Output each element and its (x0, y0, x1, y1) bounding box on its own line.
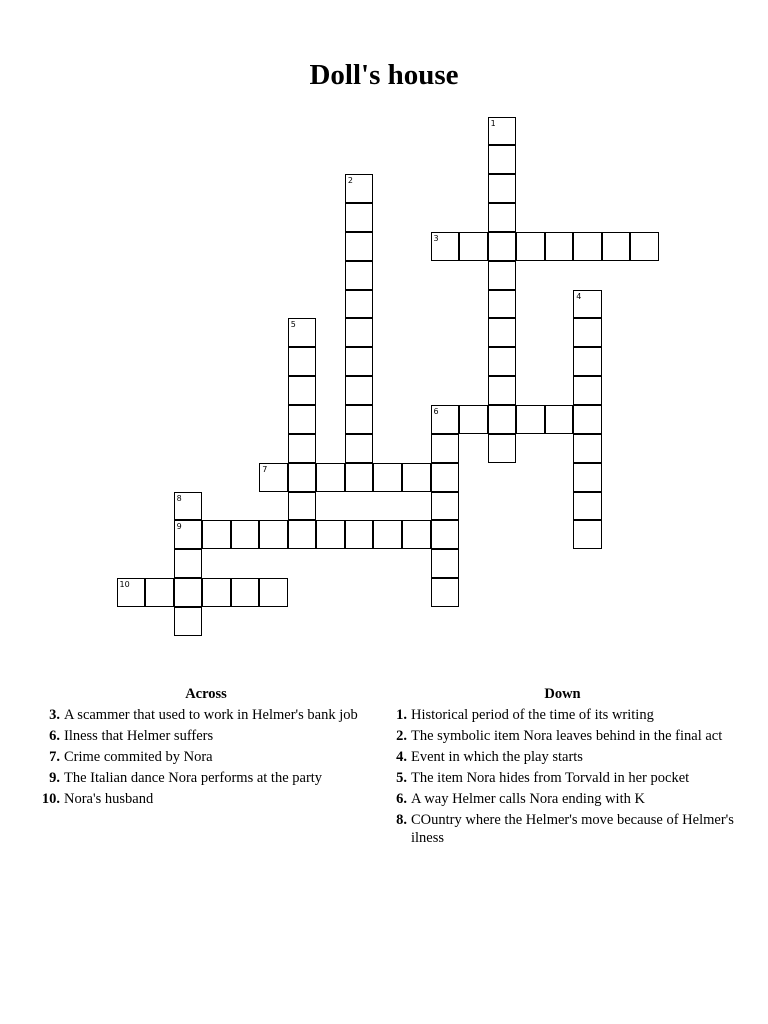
grid-cell[interactable] (174, 607, 203, 636)
clue-number: 6. (396, 791, 407, 807)
grid-cell[interactable] (431, 463, 460, 492)
grid-cell[interactable] (573, 492, 602, 521)
grid-cell[interactable] (402, 520, 431, 549)
grid-cell[interactable] (202, 520, 231, 549)
grid-cell[interactable] (488, 290, 517, 319)
grid-cell[interactable] (573, 376, 602, 405)
grid-cell[interactable] (488, 145, 517, 174)
grid-cell[interactable] (573, 405, 602, 434)
cell-number: 9 (176, 522, 182, 532)
grid-cell[interactable] (345, 232, 374, 261)
grid-cell[interactable] (373, 463, 402, 492)
clue-text: A way Helmer calls Nora ending with K (411, 791, 645, 807)
grid-cell[interactable] (516, 405, 545, 434)
grid-cell[interactable] (345, 261, 374, 290)
grid-cell[interactable] (117, 578, 146, 607)
grid-cell[interactable] (545, 232, 574, 261)
clue-text: Historical period of the time of its writing (411, 707, 654, 723)
cell-number: 4 (576, 291, 582, 301)
grid-cell[interactable] (174, 549, 203, 578)
grid-cell[interactable] (459, 405, 488, 434)
grid-cell[interactable] (316, 463, 345, 492)
clue-text: The item Nora hides from Torvald in her pocket (411, 770, 690, 786)
grid-cell[interactable] (288, 492, 317, 521)
grid-cell[interactable] (288, 347, 317, 376)
grid-cell[interactable] (345, 347, 374, 376)
grid-cell[interactable] (288, 463, 317, 492)
grid-cell[interactable] (345, 376, 374, 405)
grid-cell[interactable] (573, 318, 602, 347)
across-heading: Across (185, 686, 227, 702)
grid-cell[interactable] (231, 520, 260, 549)
grid-cell[interactable] (573, 347, 602, 376)
down-clue-4 (390, 748, 735, 766)
grid-cell[interactable] (174, 578, 203, 607)
cell-number: 2 (347, 176, 353, 186)
grid-cell[interactable] (488, 318, 517, 347)
grid-cell[interactable] (488, 376, 517, 405)
clue-number: 1. (396, 707, 407, 723)
grid-cell[interactable] (288, 376, 317, 405)
grid-cell[interactable] (345, 203, 374, 232)
grid-cell[interactable] (431, 578, 460, 607)
grid-cell[interactable] (573, 434, 602, 463)
grid-cell[interactable] (488, 203, 517, 232)
grid-cell[interactable] (202, 578, 231, 607)
across-clues (40, 684, 372, 811)
grid-cell[interactable] (259, 578, 288, 607)
clue-number: 10. (41, 791, 60, 807)
grid-cell[interactable] (345, 290, 374, 319)
down-clue-6 (390, 790, 735, 808)
grid-cell[interactable] (345, 174, 374, 203)
clue-number: 4. (396, 749, 407, 765)
grid-cell[interactable] (431, 520, 460, 549)
grid-cell[interactable] (488, 117, 517, 146)
grid-cell[interactable] (431, 232, 460, 261)
grid-cell[interactable] (630, 232, 659, 261)
grid-cell[interactable] (288, 434, 317, 463)
across-clue-10 (40, 790, 372, 808)
grid-cell[interactable] (345, 405, 374, 434)
grid-cell[interactable] (602, 232, 631, 261)
grid-cell[interactable] (488, 434, 517, 463)
grid-cell[interactable] (345, 318, 374, 347)
grid-cell[interactable] (488, 174, 517, 203)
grid-cell[interactable] (516, 232, 545, 261)
grid-cell[interactable] (288, 520, 317, 549)
clue-number: 8. (396, 812, 407, 828)
clue-number: 6. (49, 728, 60, 744)
down-heading: Down (544, 686, 581, 702)
grid-cell[interactable] (431, 405, 460, 434)
grid-cell[interactable] (573, 232, 602, 261)
clue-text: Nora's husband (64, 791, 154, 807)
down-clue-2 (390, 727, 735, 745)
grid-cell[interactable] (259, 463, 288, 492)
clue-text: Event in which the play starts (411, 749, 583, 765)
grid-cell[interactable] (488, 405, 517, 434)
grid-cell[interactable] (488, 347, 517, 376)
grid-cell[interactable] (316, 520, 345, 549)
cell-number: 3 (433, 233, 439, 243)
clue-text: A scammer that used to work in Helmer's bank job (64, 707, 358, 723)
grid-cell[interactable] (259, 520, 288, 549)
grid-cell[interactable] (288, 405, 317, 434)
clue-number: 2. (396, 728, 407, 744)
clue-number: 9. (49, 770, 60, 786)
grid-cell[interactable] (431, 492, 460, 521)
cell-number: 7 (262, 464, 268, 474)
across-clue-9 (40, 769, 372, 787)
grid-cell[interactable] (573, 463, 602, 492)
down-clue-8 (390, 811, 735, 847)
grid-cell[interactable] (431, 549, 460, 578)
grid-cell[interactable] (174, 492, 203, 521)
grid-cell[interactable] (174, 520, 203, 549)
clue-text: The Italian dance Nora performs at the party (64, 770, 323, 786)
clue-text: COuntry where the Helmer's move because of Helmer's ilness (411, 812, 734, 846)
cell-number: 8 (176, 493, 182, 503)
cell-number: 5 (290, 320, 296, 330)
grid-cell[interactable] (402, 463, 431, 492)
clue-text: Crime commited by Nora (64, 749, 213, 765)
across-clue-6 (40, 727, 372, 745)
clue-number: 5. (396, 770, 407, 786)
grid-cell[interactable] (573, 290, 602, 319)
clue-number: 3. (49, 707, 60, 723)
grid-cell[interactable] (488, 261, 517, 290)
grid-cell[interactable] (545, 405, 574, 434)
grid-cell[interactable] (345, 463, 374, 492)
grid-cell[interactable] (231, 578, 260, 607)
down-clues (390, 684, 735, 850)
across-clue-3 (40, 706, 372, 724)
grid-cell[interactable] (459, 232, 488, 261)
page-title: Doll's house (309, 59, 459, 91)
grid-cell[interactable] (373, 520, 402, 549)
down-clue-1 (390, 706, 735, 724)
down-clue-5 (390, 769, 735, 787)
clue-number: 7. (49, 749, 60, 765)
cell-number: 6 (433, 407, 439, 416)
grid-cell[interactable] (345, 520, 374, 549)
grid-cell[interactable] (145, 578, 174, 607)
grid-cell[interactable] (288, 318, 317, 347)
cell-number: 10 (119, 580, 130, 590)
clue-text: The symbolic item Nora leaves behind in the final act (411, 728, 723, 744)
clue-text: Ilness that Helmer suffers (64, 728, 214, 744)
across-clue-7 (40, 748, 372, 766)
grid-cell[interactable] (488, 232, 517, 261)
grid-cell[interactable] (573, 520, 602, 549)
cell-number: 1 (490, 118, 496, 128)
grid-cell[interactable] (345, 434, 374, 463)
grid-cell[interactable] (431, 434, 460, 463)
